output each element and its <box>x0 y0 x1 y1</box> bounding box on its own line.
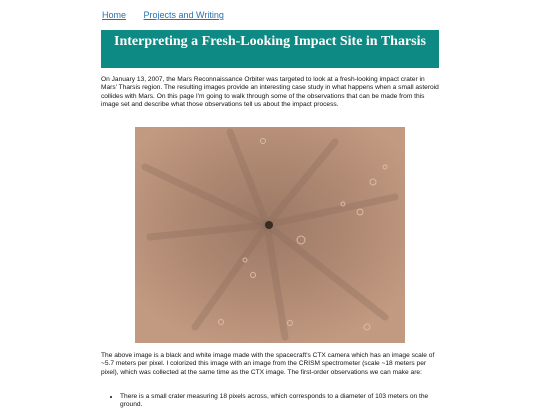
page-title: Interpreting a Fresh-Looking Impact Site in Tharsis <box>114 34 426 49</box>
nav-link-projects[interactable]: Projects and Writing <box>143 10 224 20</box>
observation-list <box>110 393 450 410</box>
list-item: • There is a small crater measuring 18 pixels across, which corresponds to a diameter of 103 meters on the ground. <box>120 393 450 410</box>
image-caption: The above image is a black and white image made with the spacecraft's CTX camera which has an image scale of ~5.7 meters per pixel. I colorized this image with an image from the CRISM spectrometer (scale ~18 meters per pixel), which was collected at the same time as the CTX image. The first-order observations we can make are: <box>101 352 435 376</box>
top-nav <box>102 10 239 20</box>
page-title-banner <box>101 30 439 68</box>
impact-crater <box>265 221 273 229</box>
intro-paragraph: On January 13, 2007, the Mars Reconnaissance Orbiter was targeted to look at a fresh-looking impact crater in Mars' Tharsis region. The resulting images provide an interesting case study in what happens when a small asteroid collides with Mars. On this page I'm going to walk through some of the observations that can be made from this image set and describe what those observations tell us about the impact process. <box>101 76 439 109</box>
nav-link-home[interactable]: Home <box>102 10 127 20</box>
mars-impact-image <box>135 127 405 343</box>
